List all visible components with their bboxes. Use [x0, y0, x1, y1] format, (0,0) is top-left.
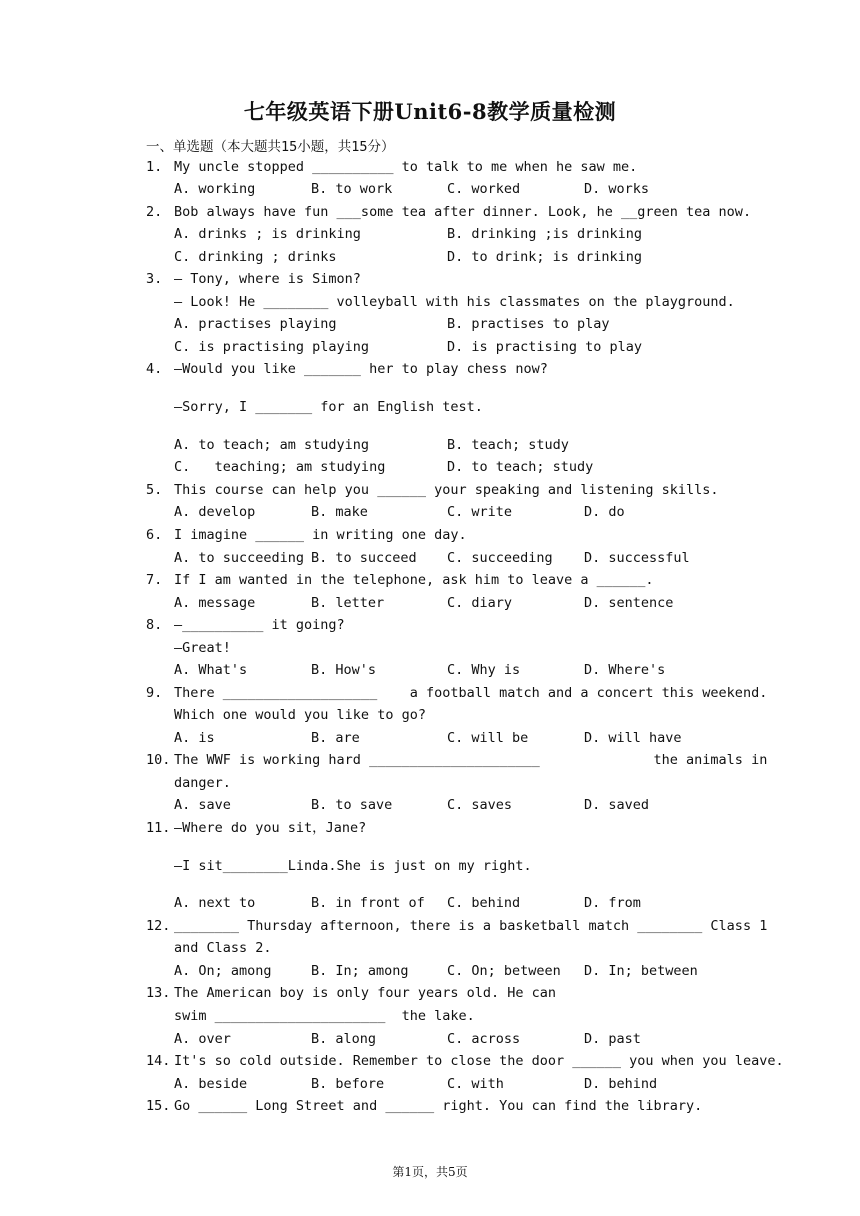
- answer-option: D. behind: [584, 1076, 658, 1092]
- answer-option: D. Where's: [584, 662, 666, 678]
- answer-option: A. What's: [174, 662, 248, 678]
- answer-option: C. worked: [447, 181, 521, 197]
- answer-option: A. over: [174, 1031, 231, 1047]
- question-text: This course can help you ______ your speaking and listening skills.: [174, 482, 719, 498]
- question-number: 14.: [146, 1053, 171, 1069]
- question-number: 3.: [146, 271, 163, 287]
- question-text: —Great!: [174, 640, 231, 656]
- answer-option: C. teaching; am studying: [174, 459, 386, 475]
- question-text: Bob always have fun ___some tea after dinner. Look, he __green tea now.: [174, 204, 752, 220]
- answer-option: B. to work: [311, 181, 393, 197]
- answer-option: A. working: [174, 181, 256, 197]
- question-text: —Would you like _______ her to play chess now?: [174, 361, 548, 377]
- question-text: swim _____________________ the lake.: [174, 1008, 475, 1024]
- answer-option: B. make: [311, 504, 368, 520]
- question-text: —Sorry, I _______ for an English test.: [174, 399, 483, 415]
- question-number: 6.: [146, 527, 163, 543]
- answer-option: B. How's: [311, 662, 377, 678]
- answer-option: B. in front of: [311, 895, 425, 911]
- question-number: 5.: [146, 482, 163, 498]
- question-text: The WWF is working hard _____________________ the animals in: [174, 752, 768, 768]
- answer-option: D. will have: [584, 730, 682, 746]
- question-text: Go ______ Long Street and ______ right. You can find the library.: [174, 1098, 703, 1114]
- section-heading: 一、单选题（本大题共15小题，共15分）: [146, 139, 395, 155]
- answer-option: C. write: [447, 504, 513, 520]
- answer-option: D. saved: [584, 797, 650, 813]
- question-text: There ___________________ a football match and a concert this weekend.: [174, 685, 768, 701]
- answer-option: D. successful: [584, 550, 690, 566]
- answer-option: B. along: [311, 1031, 377, 1047]
- answer-option: B. drinking ;is drinking: [447, 226, 643, 242]
- question-text: If I am wanted in the telephone, ask him to leave a ______.: [174, 572, 654, 588]
- question-text: My uncle stopped __________ to talk to me when he saw me.: [174, 159, 638, 175]
- answer-option: C. drinking ; drinks: [174, 249, 337, 265]
- question-number: 12.: [146, 918, 171, 934]
- question-number: 1.: [146, 159, 163, 175]
- question-number: 2.: [146, 204, 163, 220]
- answer-option: C. diary: [447, 595, 513, 611]
- answer-option: C. will be: [447, 730, 529, 746]
- answer-option: B. practises to play: [447, 316, 610, 332]
- answer-option: C. behind: [447, 895, 521, 911]
- answer-option: A. to teach; am studying: [174, 437, 370, 453]
- answer-option: A. to succeeding: [174, 550, 305, 566]
- answer-option: B. In; among: [311, 963, 409, 979]
- answer-option: D. to teach; study: [447, 459, 594, 475]
- answer-option: A. develop: [174, 504, 256, 520]
- answer-option: C. with: [447, 1076, 504, 1092]
- question-text: ________ Thursday afternoon, there is a basketball match ________ Class 1: [174, 918, 768, 934]
- answer-option: A. drinks ; is drinking: [174, 226, 361, 242]
- answer-option: C. is practising playing: [174, 339, 370, 355]
- answer-option: C. On; between: [447, 963, 561, 979]
- question-number: 10.: [146, 752, 171, 768]
- question-text: I imagine ______ in writing one day.: [174, 527, 467, 543]
- answer-option: C. saves: [447, 797, 513, 813]
- question-text: —__________ it going?: [174, 617, 345, 633]
- answer-option: B. letter: [311, 595, 385, 611]
- answer-option: B. are: [311, 730, 360, 746]
- question-number: 8.: [146, 617, 163, 633]
- question-text: danger.: [174, 775, 231, 791]
- question-text: and Class 2.: [174, 940, 272, 956]
- answer-option: A. message: [174, 595, 256, 611]
- question-text: — Tony, where is Simon?: [174, 271, 361, 287]
- question-text: —I sit________Linda.She is just on my right.: [174, 858, 532, 874]
- answer-option: D. from: [584, 895, 641, 911]
- answer-option: D. past: [584, 1031, 641, 1047]
- answer-option: A. save: [174, 797, 231, 813]
- question-number: 7.: [146, 572, 163, 588]
- answer-option: D. In; between: [584, 963, 698, 979]
- answer-option: C. Why is: [447, 662, 521, 678]
- page-title: 七年级英语下册Unit6-8教学质量检测: [243, 99, 617, 124]
- question-number: 9.: [146, 685, 163, 701]
- answer-option: A. On; among: [174, 963, 272, 979]
- question-text: —Where do you sit，Jane?: [174, 820, 367, 836]
- question-number: 11.: [146, 820, 171, 836]
- answer-option: A. next to: [174, 895, 256, 911]
- answer-option: D. do: [584, 504, 625, 520]
- question-number: 4.: [146, 361, 163, 377]
- answer-option: A. beside: [174, 1076, 248, 1092]
- answer-option: B. teach; study: [447, 437, 569, 453]
- page-footer: 第1页，共5页: [392, 1165, 468, 1179]
- answer-option: C. across: [447, 1031, 521, 1047]
- answer-option: A. is: [174, 730, 215, 746]
- question-text: It's so cold outside. Remember to close the door ______ you when you leave.: [174, 1053, 784, 1069]
- answer-option: D. works: [584, 181, 650, 197]
- question-text: — Look! He ________ volleyball with his classmates on the playground.: [174, 294, 735, 310]
- answer-option: D. is practising to play: [447, 339, 643, 355]
- question-text: The American boy is only four years old. He can: [174, 985, 557, 1001]
- answer-option: D. sentence: [584, 595, 674, 611]
- question-number: 15.: [146, 1098, 171, 1114]
- answer-option: D. to drink; is drinking: [447, 249, 643, 265]
- question-text: Which one would you like to go?: [174, 707, 426, 723]
- answer-option: C. succeeding: [447, 550, 553, 566]
- answer-option: B. to succeed: [311, 550, 417, 566]
- answer-option: B. to save: [311, 797, 393, 813]
- question-number: 13.: [146, 985, 171, 1001]
- answer-option: B. before: [311, 1076, 385, 1092]
- answer-option: A. practises playing: [174, 316, 337, 332]
